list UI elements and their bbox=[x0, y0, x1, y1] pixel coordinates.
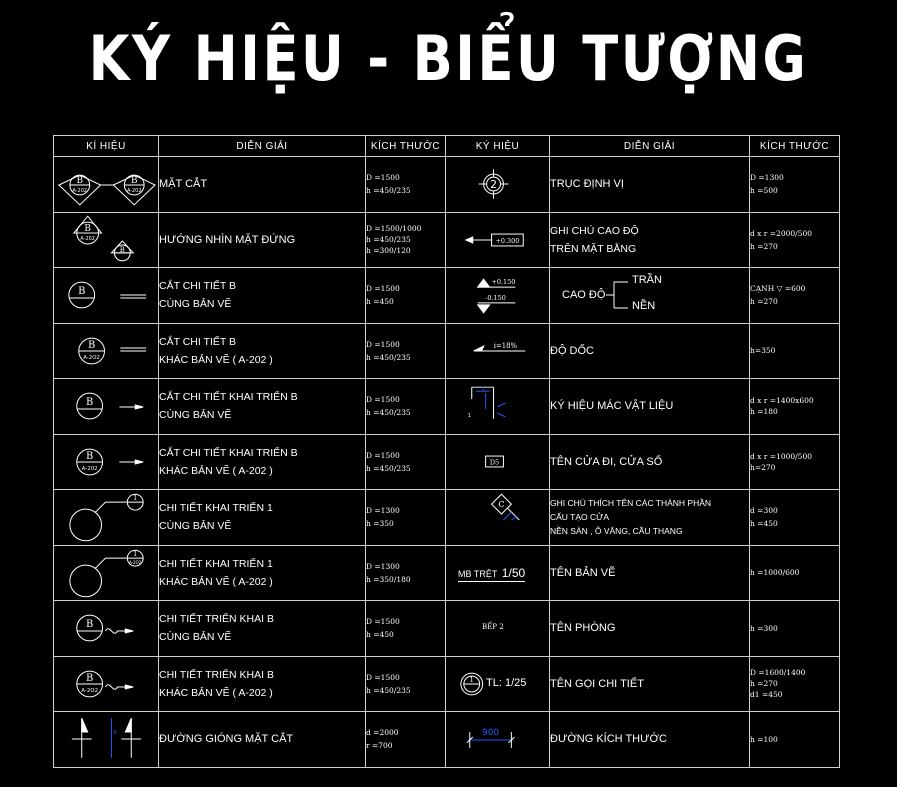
symbol-label: A-202 bbox=[72, 188, 87, 195]
size-line: D =1500/1000 bbox=[366, 224, 422, 234]
size-line: h =450/235 bbox=[366, 235, 411, 245]
description-line: NỀN bbox=[632, 300, 656, 312]
table-row bbox=[54, 712, 840, 768]
description-cell bbox=[159, 434, 366, 490]
table-row bbox=[54, 323, 840, 379]
symbol-label: +0.150 bbox=[491, 278, 516, 287]
size-line: h =450/235 bbox=[366, 685, 411, 695]
symbol-label: B bbox=[119, 245, 125, 254]
description-line: KHÁC BẢN VẼ ( A-202 ) bbox=[159, 353, 273, 366]
description-line: TRÊN MẶT BẰNG bbox=[550, 242, 637, 255]
size-line: d =300 bbox=[750, 506, 778, 516]
description-cell bbox=[159, 490, 366, 546]
size-line: D =1300 bbox=[366, 506, 400, 516]
symbol-label: A-2O2 bbox=[81, 687, 99, 694]
description-line: TÊN PHÒNG bbox=[550, 622, 616, 635]
description-cell bbox=[159, 268, 366, 324]
symbol-label: 1 bbox=[133, 494, 138, 503]
size-line: h =270 bbox=[750, 297, 778, 307]
description-cell bbox=[159, 545, 366, 601]
symbol-label: 2 bbox=[490, 178, 497, 192]
description-cell bbox=[550, 656, 750, 712]
size-line: h =450/235 bbox=[366, 408, 411, 418]
size-line: D =1600/1400 bbox=[750, 668, 806, 678]
description-line: CHI TIẾT TRIỂN KHAI B bbox=[159, 613, 274, 626]
size-cell bbox=[750, 601, 840, 657]
huong-nhin-icon bbox=[54, 212, 159, 268]
table-row bbox=[54, 656, 840, 712]
description-cell bbox=[550, 545, 750, 601]
description-line: CẮT CHI TIẾT KHAI TRIỂN B bbox=[159, 446, 298, 459]
size-cell bbox=[366, 545, 446, 601]
khai-trien-cung-ban-ve-icon bbox=[54, 379, 159, 435]
symbol-label: B bbox=[86, 450, 94, 462]
size-line: CẠNH ▽ =600 bbox=[750, 284, 806, 294]
description-line: KÝ HIỆU MÁC VẬT LIỆU bbox=[550, 400, 674, 413]
symbol-label: B bbox=[76, 176, 84, 187]
header-symbol: KÍ HIỆU bbox=[54, 136, 159, 157]
size-cell bbox=[366, 379, 446, 435]
symbol-label: A-2O2 bbox=[83, 354, 101, 361]
symbol-label: C bbox=[498, 500, 505, 510]
size-cell bbox=[750, 157, 840, 213]
size-line: D =1500 bbox=[366, 672, 400, 682]
description-cell bbox=[550, 379, 750, 435]
truc-dinh-vi-icon bbox=[446, 157, 550, 213]
size-line: D =1300 bbox=[750, 173, 784, 183]
description-cell bbox=[550, 212, 750, 268]
size-line: h =450/235 bbox=[366, 463, 411, 473]
header-symbol-2: KÝ HIỆU bbox=[446, 136, 550, 157]
cao-do-icon bbox=[446, 268, 550, 324]
size-cell bbox=[750, 656, 840, 712]
symbol-label: B bbox=[78, 286, 86, 298]
description-cell bbox=[159, 212, 366, 268]
size-line: h =300 bbox=[750, 623, 778, 633]
description-cell bbox=[159, 712, 366, 768]
size-cell bbox=[366, 268, 446, 324]
table-row bbox=[54, 157, 840, 213]
description-line: CÙNG BẢN VẼ bbox=[159, 631, 232, 644]
size-line: h =450 bbox=[750, 519, 778, 529]
chi-tiet-khai-trien-1-icon bbox=[54, 490, 159, 546]
size-line: D =1500 bbox=[366, 339, 400, 349]
size-line: d x r =1400x600 bbox=[750, 396, 814, 406]
description-line: GHI CHÚ CAO ĐỘ bbox=[550, 224, 639, 237]
symbol-label: A-202 bbox=[81, 465, 98, 472]
size-cell bbox=[366, 601, 446, 657]
trien-khai-khac-ban-ve-icon bbox=[54, 656, 159, 712]
size-line: D =1500 bbox=[366, 450, 400, 460]
mat-cat-icon bbox=[54, 157, 159, 213]
symbol-label: B bbox=[87, 339, 96, 351]
size-cell bbox=[366, 712, 446, 768]
symbol-label: B bbox=[86, 672, 94, 684]
symbols-table bbox=[53, 135, 840, 768]
do-doc-icon bbox=[446, 323, 550, 379]
symbol-label: B bbox=[130, 176, 138, 187]
symbol-label: B bbox=[86, 397, 94, 409]
ten-goi-chi-tiet-icon bbox=[446, 656, 550, 712]
size-line: h =450/235 bbox=[366, 186, 411, 196]
size-line: h =100 bbox=[750, 734, 778, 744]
symbol-label: i=18% bbox=[493, 341, 518, 350]
duong-giong-mat-cat-icon bbox=[54, 712, 159, 768]
description-line: TRẦN bbox=[632, 274, 662, 286]
ghi-chu-cao-do-icon bbox=[446, 212, 550, 268]
symbol-label: -0.150 bbox=[485, 294, 506, 303]
description-cell bbox=[550, 712, 750, 768]
table-row bbox=[54, 212, 840, 268]
description-cell bbox=[550, 323, 750, 379]
description-line: GHI CHÚ THÍCH TÊN CÁC THÀNH PHẦN bbox=[550, 498, 712, 509]
size-line: h =1000/600 bbox=[750, 568, 800, 578]
description-line: MẶT CẮT bbox=[159, 178, 208, 191]
description-line: TÊN GỌI CHI TIẾT bbox=[550, 677, 644, 690]
description-line: CÙNG BẢN VẼ bbox=[159, 409, 232, 422]
description-line: TÊN BẢN VẼ bbox=[550, 566, 616, 579]
description-cell bbox=[159, 656, 366, 712]
description-cell bbox=[159, 323, 366, 379]
description-cell bbox=[550, 268, 750, 324]
size-line: h =450 bbox=[366, 297, 394, 307]
description-line: CẮT CHI TIẾT B bbox=[159, 335, 237, 348]
size-cell bbox=[750, 490, 840, 546]
description-line: TÊN CỬA ĐI, CỬA SỔ bbox=[550, 455, 663, 468]
symbol-label: D5 bbox=[489, 458, 500, 467]
description-line: ĐƯỜNG GIÓNG MẶT CẮT bbox=[159, 733, 294, 746]
size-cell bbox=[366, 323, 446, 379]
ten-ban-ve-icon bbox=[446, 545, 550, 601]
size-line: D =1500 bbox=[366, 284, 400, 294]
size-cell bbox=[750, 379, 840, 435]
description-line: KHÁC BẢN VẼ ( A-202 ) bbox=[159, 686, 273, 699]
size-line: h =350/180 bbox=[366, 574, 411, 584]
description-line: CÙNG BẢN VẼ bbox=[159, 520, 232, 533]
description-line: CHI TIẾT KHAI TRIỂN 1 bbox=[159, 557, 273, 570]
description-cell bbox=[550, 157, 750, 213]
size-cell bbox=[366, 212, 446, 268]
description-line: CHI TIẾT TRIỂN KHAI B bbox=[159, 668, 274, 681]
description-line: CẮT CHI TIẾT KHAI TRIỂN B bbox=[159, 391, 298, 404]
size-cell bbox=[366, 157, 446, 213]
size-line: d =2000 bbox=[366, 728, 399, 738]
header-size-2: KÍCH THƯỚC bbox=[750, 136, 840, 157]
description-line: CÙNG BẢN VẼ bbox=[159, 298, 232, 311]
drawing-name: MB TRỆT bbox=[458, 568, 498, 579]
table-row bbox=[54, 601, 840, 657]
symbol-label: A-202 bbox=[126, 188, 142, 195]
size-line: d x r =1000/500 bbox=[750, 451, 812, 461]
description-cell bbox=[550, 434, 750, 490]
description-cell bbox=[550, 601, 750, 657]
mac-vat-lieu-icon bbox=[446, 379, 550, 435]
size-line: d x r =2000/500 bbox=[750, 228, 812, 238]
description-line: CẤU TẠO CỬA bbox=[550, 512, 610, 523]
size-line: h =270 bbox=[750, 679, 778, 689]
cat-chi-tiet-cung-ban-ve-icon bbox=[54, 268, 159, 324]
description-line: KHÁC BẢN VẼ ( A-202 ) bbox=[159, 575, 273, 588]
size-cell bbox=[750, 323, 840, 379]
size-line: d1 =450 bbox=[750, 690, 783, 700]
size-line: r =700 bbox=[366, 741, 393, 751]
description-line: ĐƯỜNG KÍCH THƯỚC bbox=[550, 733, 667, 746]
duong-kich-thuoc-icon bbox=[446, 712, 550, 768]
size-cell bbox=[366, 490, 446, 546]
size-cell bbox=[750, 434, 840, 490]
size-cell bbox=[366, 434, 446, 490]
description-cell bbox=[159, 157, 366, 213]
description-line: TRỤC ĐỊNH VỊ bbox=[550, 178, 624, 191]
table-row bbox=[54, 434, 840, 490]
description-line: CAO ĐỘ bbox=[562, 289, 606, 301]
header-size: KÍCH THƯỚC bbox=[366, 136, 446, 157]
room-name: BẾP 2 bbox=[482, 623, 504, 631]
symbol-label: +0.300 bbox=[495, 236, 520, 245]
table-row bbox=[54, 545, 840, 601]
symbol-label: B bbox=[86, 619, 94, 631]
size-cell bbox=[750, 712, 840, 768]
table-header bbox=[54, 136, 840, 157]
table-row bbox=[54, 268, 840, 324]
symbol-label: 1 bbox=[133, 549, 138, 558]
size-cell bbox=[750, 212, 840, 268]
size-line: h =450/235 bbox=[366, 352, 411, 362]
table-row bbox=[54, 490, 840, 546]
ghi-chu-thich-icon bbox=[446, 490, 550, 546]
drawing-number: 1 bbox=[501, 565, 509, 580]
size-line: D =1500 bbox=[366, 395, 400, 405]
size-line: h =350 bbox=[366, 519, 394, 529]
size-line: h=350 bbox=[750, 346, 776, 356]
size-line: h=270 bbox=[750, 462, 776, 472]
symbol-label: 1 bbox=[469, 675, 474, 684]
size-line: D =1500 bbox=[366, 173, 400, 183]
symbol-label: 900 bbox=[482, 728, 500, 739]
ten-phong-icon bbox=[446, 601, 550, 657]
size-line: h =450 bbox=[366, 630, 394, 640]
symbol-label: A bbox=[113, 730, 117, 737]
size-cell bbox=[750, 268, 840, 324]
size-line: h =300/120 bbox=[366, 246, 411, 256]
drawing-scale: /50 bbox=[508, 565, 526, 580]
symbol-label: 1 bbox=[481, 387, 485, 394]
size-line: D =1300 bbox=[366, 561, 400, 571]
ten-cua-icon bbox=[446, 434, 550, 490]
description-line: KHÁC BẢN VẼ ( A-202 ) bbox=[159, 464, 273, 477]
description-cell bbox=[159, 601, 366, 657]
size-line: h =270 bbox=[750, 241, 778, 251]
description-cell bbox=[159, 379, 366, 435]
trien-khai-cung-ban-ve-icon bbox=[54, 601, 159, 657]
size-line: h =180 bbox=[750, 407, 778, 417]
scale-label: TL: 1/25 bbox=[486, 676, 527, 689]
description-line: HƯỚNG NHÌN MẶT ĐỨNG bbox=[159, 233, 296, 246]
size-cell bbox=[366, 656, 446, 712]
description-line: CHI TIẾT KHAI TRIỂN 1 bbox=[159, 502, 273, 515]
symbol-label: 1 bbox=[467, 413, 471, 420]
size-line: D =1500 bbox=[366, 617, 400, 627]
description-line: ĐỘ DỐC bbox=[550, 344, 594, 357]
size-cell bbox=[750, 545, 840, 601]
chi-tiet-khai-trien-1-khac-icon bbox=[54, 545, 159, 601]
symbol-label: A-2O2 bbox=[129, 559, 142, 565]
symbol-label: A-202 bbox=[80, 235, 95, 242]
description-line: CẮT CHI TIẾT B bbox=[159, 280, 237, 293]
header-description-2: DIỄN GIẢI bbox=[550, 136, 750, 157]
table-row bbox=[54, 379, 840, 435]
description-line: NỀN SÀN , Ô VĂNG, CẦU THANG bbox=[550, 526, 683, 537]
symbol-label: B bbox=[84, 223, 91, 234]
cat-chi-tiet-khac-ban-ve-icon bbox=[54, 323, 159, 379]
page-title: KÝ HIỆU - BIỂU TƯỢNG bbox=[88, 22, 809, 95]
khai-trien-khac-ban-ve-icon bbox=[54, 434, 159, 490]
description-cell bbox=[550, 490, 750, 546]
header-description: DIỄN GIẢI bbox=[159, 136, 366, 157]
size-line: h =500 bbox=[750, 186, 778, 196]
